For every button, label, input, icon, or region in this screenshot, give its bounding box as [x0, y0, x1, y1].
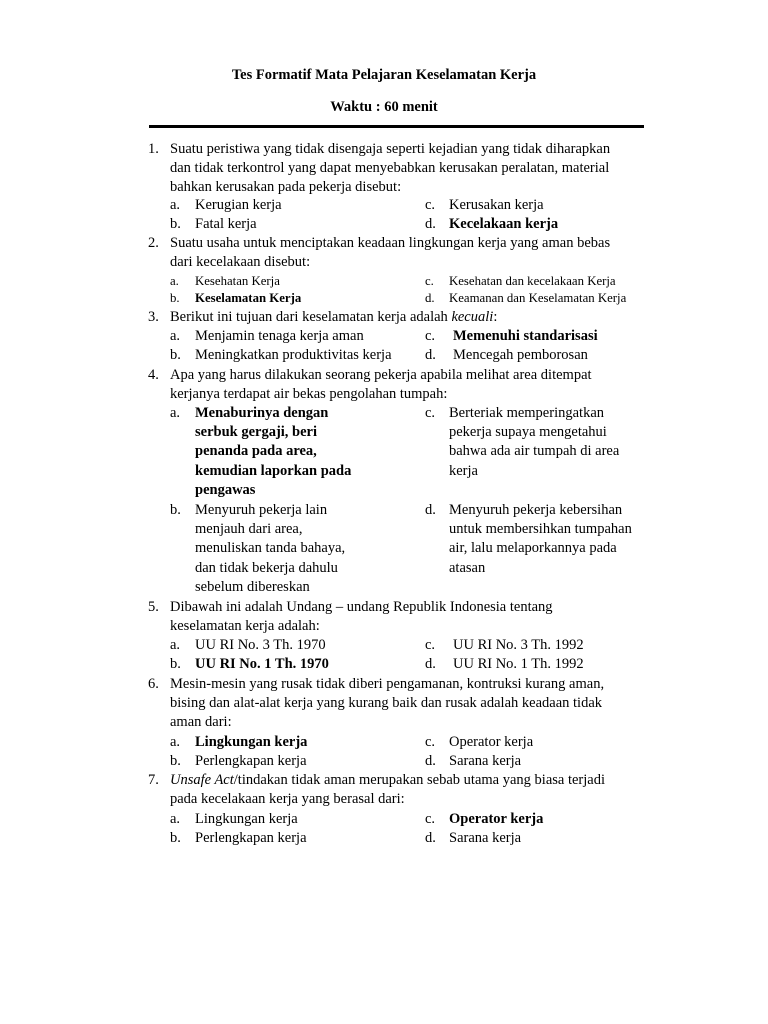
- option-5d: d. UU RI No. 1 Th. 1992: [425, 656, 584, 672]
- question-text-line: Apa yang harus dilakukan seorang pekerja apabila melihat area ditempat: [170, 367, 592, 383]
- option-3c: c. Memenuhi standarisasi: [425, 328, 598, 344]
- question-text-line: kerjanya terdapat air bekas pengolahan tumpah:: [170, 386, 448, 403]
- document-title: Tes Formatif Mata Pelajaran Keselamatan Kerja: [231, 67, 537, 83]
- option-7a: a. Lingkungan kerja: [170, 811, 298, 827]
- question-text-line: bahkan kerusakan pada pekerja disebut:: [170, 179, 402, 196]
- question-3: [148, 308, 648, 327]
- option-2a: a. Kesehatan Kerja: [170, 274, 280, 288]
- question-text-line: Mesin-mesin yang rusak tidak diberi pengamanan, kontruksi kurang aman,: [170, 676, 605, 692]
- question-text-line: Dibawah ini adalah Undang – undang Republik Indonesia tentang: [170, 599, 553, 615]
- option-6b: b. Perlengkapan kerja: [170, 753, 307, 769]
- option-3d: d. Mencegah pemborosan: [425, 347, 588, 363]
- option-6d: d. Sarana kerja: [425, 753, 522, 769]
- option-6c: c. Operator kerja: [425, 734, 534, 750]
- question-number: 1.: [148, 141, 159, 157]
- question-text-line: dari kecelakaan disebut:: [170, 254, 311, 271]
- question-text-line: Unsafe Act/tindakan tidak aman merupakan sebab utama yang biasa terjadi: [170, 772, 605, 788]
- question-text-line: keselamatan kerja adalah:: [170, 618, 320, 635]
- question-7: [148, 771, 648, 809]
- option-7c: c. Operator kerja: [425, 811, 544, 827]
- question-text-line: bising dan alat-alat kerja yang kurang baik dan rusak adalah keadaan tidak: [170, 695, 603, 712]
- question-1: [148, 140, 648, 198]
- question-6: [148, 675, 648, 733]
- option-3b: b. Meningkatkan produktivitas kerja: [170, 347, 392, 363]
- question-number: 6.: [148, 676, 159, 692]
- question-number: 7.: [148, 772, 159, 788]
- option-2b: b. Keselamatan Kerja: [170, 291, 302, 305]
- option-7d: d. Sarana kerja: [425, 830, 522, 846]
- question-number: 5.: [148, 599, 159, 615]
- option-3a: a. Menjamin tenaga kerja aman: [170, 328, 364, 344]
- question-number: 2.: [148, 235, 159, 251]
- option-5c: c. UU RI No. 3 Th. 1992: [425, 637, 584, 653]
- option-1b: b. Fatal kerja: [170, 216, 257, 232]
- option-4c: c. Berteriak memperingatkan pekerja supaya mengetahui bahwa ada air tumpah di area kerja: [425, 405, 620, 479]
- option-4d: d. Menyuruh pekerja kebersihan untuk membersihkan tumpahan air, lalu melaporkannya pada atasan: [425, 502, 632, 576]
- option-2c: c. Kesehatan dan kecelakaan Kerja: [425, 274, 616, 288]
- question-4: [148, 366, 648, 404]
- question-text-line: Suatu peristiwa yang tidak disengaja seperti kejadian yang tidak diharapkan: [170, 141, 611, 157]
- header-divider: [149, 125, 644, 128]
- question-text-line: Berikut ini tujuan dari keselamatan kerja adalah kecuali:: [170, 309, 498, 325]
- option-7b: b. Perlengkapan kerja: [170, 830, 307, 846]
- option-1a: a. Kerugian kerja: [170, 197, 282, 213]
- question-text-line: aman dari:: [170, 714, 232, 731]
- option-4a: a. Menaburinya dengan serbuk gergaji, beri penanda pada area, kemudian laporkan pada pengawas: [170, 405, 352, 498]
- option-6a: a. Lingkungan kerja: [170, 734, 308, 750]
- question-text-line: dan tidak terkontrol yang dapat menyebabkan kerusakan peralatan, material: [170, 160, 610, 177]
- question-text-line: Suatu usaha untuk menciptakan keadaan lingkungan kerja yang aman bebas: [170, 235, 611, 251]
- question-text-line: pada kecelakaan kerja yang berasal dari:: [170, 791, 405, 808]
- option-5a: a. UU RI No. 3 Th. 1970: [170, 637, 326, 653]
- option-2d: d. Keamanan dan Keselamatan Kerja: [425, 291, 627, 305]
- question-number: 4.: [148, 367, 159, 383]
- question-2: [148, 234, 648, 272]
- time-limit: Waktu : 60 menit: [330, 99, 438, 115]
- option-1c: c. Kerusakan kerja: [425, 197, 544, 213]
- option-4b: b. Menyuruh pekerja lain menjauh dari area, menuliskan tanda bahaya, dan tidak bekerja dahulu sebelum dibereskan: [170, 502, 346, 595]
- option-1d: d. Kecelakaan kerja: [425, 216, 559, 232]
- option-5b: b. UU RI No. 1 Th. 1970: [170, 656, 329, 672]
- question-number: 3.: [148, 309, 159, 325]
- question-5: [148, 598, 648, 636]
